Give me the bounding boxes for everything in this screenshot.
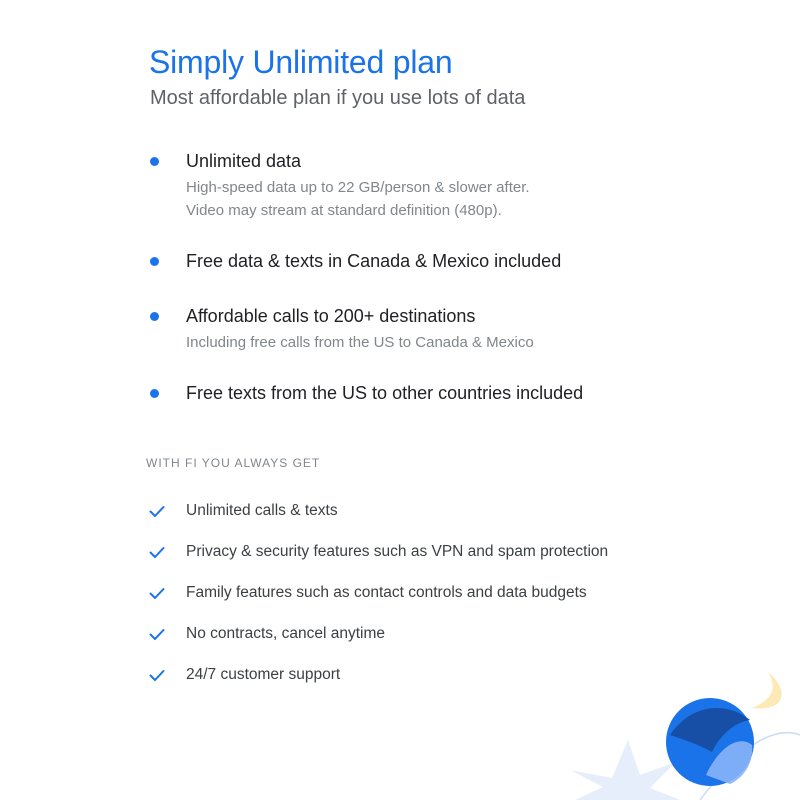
benefit-item (148, 623, 708, 647)
plan-subtitle: Most affordable plan if you use lots of data (150, 87, 526, 109)
crescent-moon-decoration (752, 672, 782, 708)
benefit-label: Family features such as contact controls and data budgets (186, 584, 587, 601)
checkmark-icon (148, 584, 166, 602)
checkmark-icon (148, 502, 166, 520)
benefit-item (148, 664, 708, 688)
feature-title: Free texts from the US to other countries included (186, 383, 584, 403)
checkmark-icon (148, 625, 166, 643)
benefit-label: Unlimited calls & texts (186, 502, 338, 519)
bullet-dot-icon (150, 312, 159, 321)
bullet-dot-icon (150, 389, 159, 398)
feature-title: Unlimited data (186, 151, 302, 171)
bullet-dot-icon (150, 157, 159, 166)
plan-title: Simply Unlimited plan (149, 44, 453, 80)
benefit-label: 24/7 customer support (186, 666, 341, 683)
feature-description-line: High-speed data up to 22 GB/person & slower after. (186, 179, 530, 196)
benefit-item (148, 582, 708, 606)
checkmark-icon (148, 543, 166, 561)
benefit-label: No contracts, cancel anytime (186, 625, 386, 642)
benefit-label: Privacy & security features such as VPN and spam protection (186, 543, 609, 560)
feature-description-line: Video may stream at standard definition (480p). (186, 202, 502, 219)
feature-description-line: Including free calls from the US to Canada & Mexico (186, 334, 534, 351)
starburst-decoration (570, 740, 680, 800)
feature-title: Affordable calls to 200+ destinations (186, 306, 476, 326)
google-fi-logo-icon (666, 698, 754, 786)
bullet-dot-icon (150, 257, 159, 266)
always-get-label: WITH FI YOU ALWAYS GET (146, 456, 321, 470)
feature-title: Free data & texts in Canada & Mexico included (186, 251, 562, 271)
benefit-item (148, 541, 708, 565)
checkmark-icon (148, 666, 166, 684)
arc-line-decoration (700, 733, 800, 800)
benefit-item (148, 500, 708, 524)
